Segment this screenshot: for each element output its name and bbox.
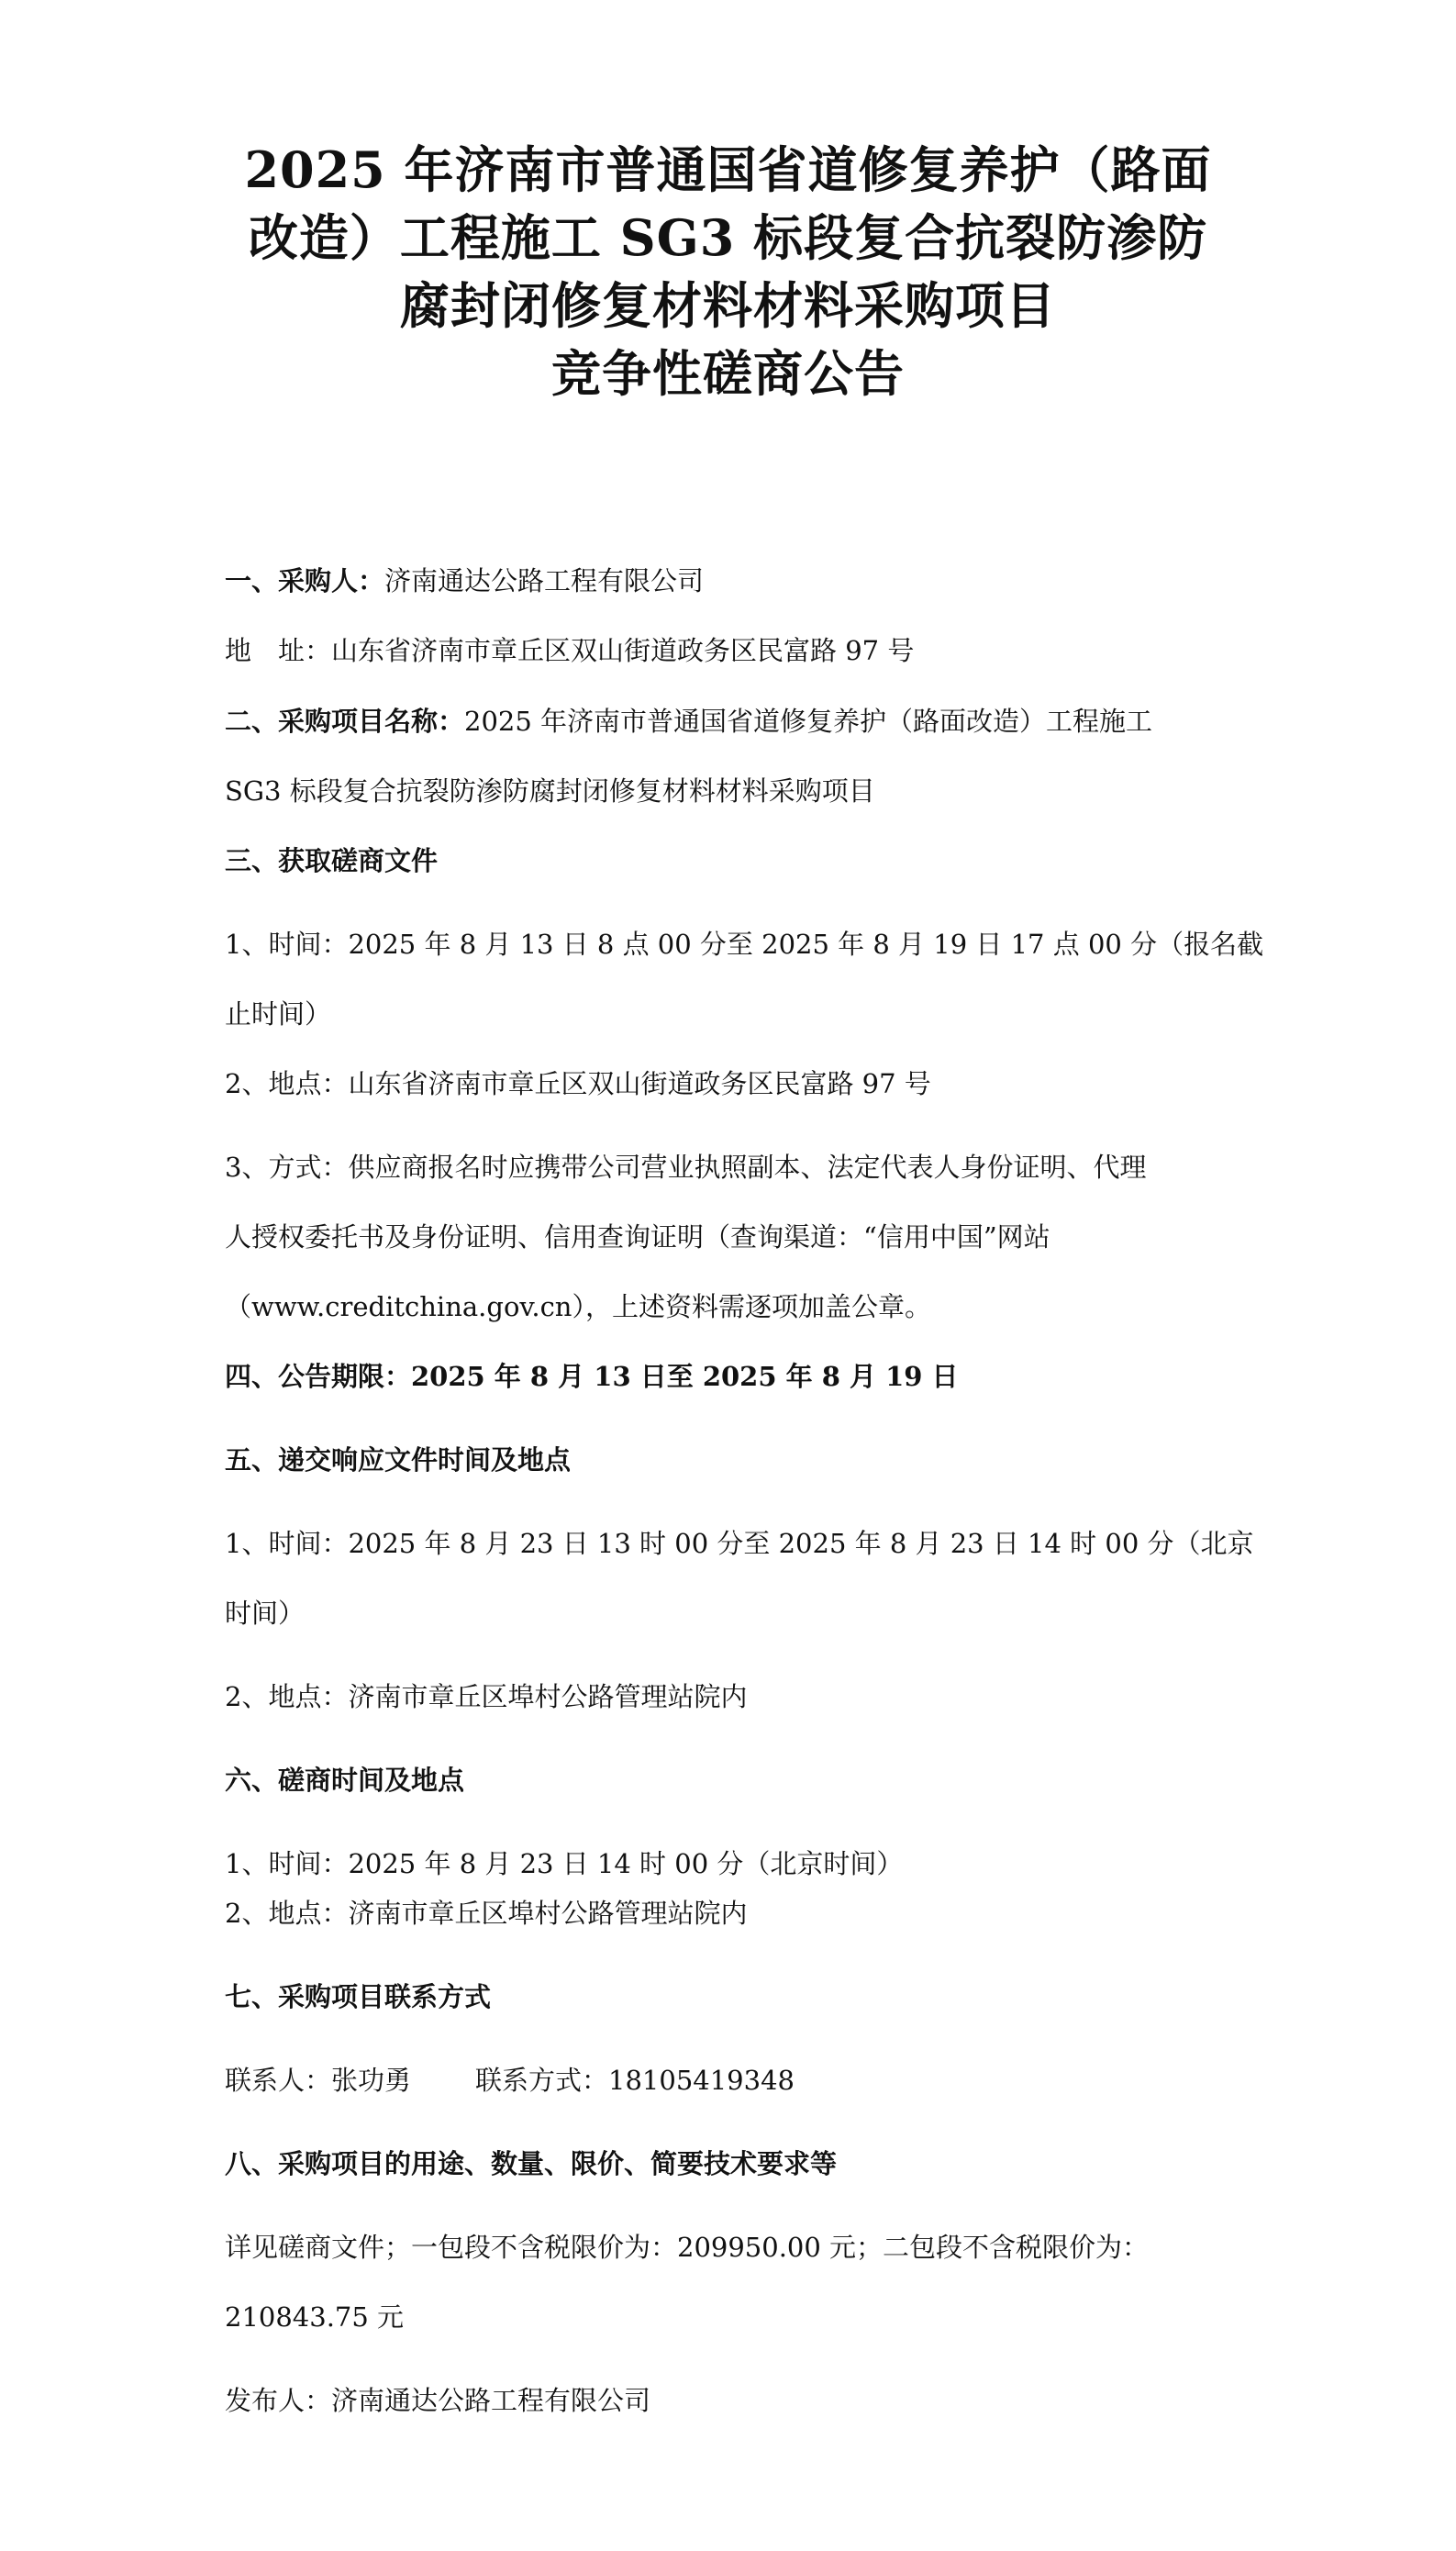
obtain-place: 2、地点：山东省济南市章丘区双山街道政务区民富路 97 号: [225, 1068, 931, 1099]
title-line-1: 2025 年济南市普通国省道修复养护（路面: [244, 140, 1212, 199]
obtain-method-line-1: 3、方式：供应商报名时应携带公司营业执照副本、法定代表人身份证明、代理: [225, 1152, 1147, 1183]
contact-phone: 联系方式：18105419348: [475, 2065, 795, 2096]
notice-period-heading: 四、公告期限：2025 年 8 月 13 日至 2025 年 8 月 19 日: [225, 1361, 959, 1392]
obtain-time-line-1: 1、时间：2025 年 8 月 13 日 8 点 00 分至 2025 年 8 月 19 日 17 点 00 分（报名截: [225, 929, 1264, 960]
purchaser-value: 济南通达公路工程有限公司: [384, 565, 705, 596]
publisher-line: 发布人：济南通达公路工程有限公司: [225, 2385, 651, 2416]
purchaser-heading: 一、采购人：: [225, 565, 385, 596]
requirements-line-2: 210843.75 元: [225, 2301, 405, 2333]
submission-heading: 五、递交响应文件时间及地点: [225, 1444, 572, 1476]
project-name-line: [225, 704, 1261, 739]
negotiation-heading: 六、磋商时间及地点: [225, 1765, 465, 1796]
submission-time-line-2: 时间）: [225, 1598, 306, 1629]
address-value: 山东省济南市章丘区双山街道政务区民富路 97 号: [331, 635, 915, 666]
negotiation-time: 1、时间：2025 年 8 月 23 日 14 时 00 分（北京时间）: [225, 1848, 904, 1879]
submission-place: 2、地点：济南市章丘区埠村公路管理站院内: [225, 1681, 748, 1712]
contact-line: [225, 2063, 1261, 2098]
negotiation-place: 2、地点：济南市章丘区埠村公路管理站院内: [225, 1898, 748, 1929]
address-line: [225, 633, 1261, 668]
obtain-method-line-3: （www.creditchina.gov.cn），上述资料需逐项加盖公章。: [225, 1291, 931, 1322]
project-name-heading: 二、采购项目名称：: [225, 706, 465, 737]
requirements-line-1: 详见磋商文件；一包段不含税限价为：209950.00 元；二包段不含税限价为：: [225, 2232, 1150, 2263]
document-title: [110, 136, 1346, 407]
address-label: 地 址：: [225, 635, 332, 666]
submission-time-line-1: 1、时间：2025 年 8 月 23 日 13 时 00 分至 2025 年 8 月 23 日 14 时 00 分（北京: [225, 1528, 1254, 1559]
contact-heading: 七、采购项目联系方式: [225, 1981, 492, 2012]
contact-person: 联系人：张功勇: [225, 2065, 412, 2096]
title-line-3: 腐封闭修复材料材料采购项目: [400, 276, 1056, 335]
obtain-method-line-2: 人授权委托书及身份证明、信用查询证明（查询渠道：“信用中国”网站: [225, 1221, 1050, 1253]
project-name-line-2: SG3 标段复合抗裂防渗防腐封闭修复材料材料采购项目: [225, 775, 875, 807]
title-line-2: 改造）工程施工 SG3 标段复合抗裂防渗防: [248, 208, 1208, 267]
obtain-time-line-2: 止时间）: [225, 998, 332, 1030]
title-line-4: 竞争性磋商公告: [551, 344, 905, 403]
project-name-value: 2025 年济南市普通国省道修复养护（路面改造）工程施工: [464, 706, 1153, 737]
obtain-docs-heading: 三、获取磋商文件: [225, 845, 439, 876]
purchaser-line: [225, 563, 1261, 598]
requirements-heading: 八、采购项目的用途、数量、限价、简要技术要求等: [225, 2148, 838, 2179]
